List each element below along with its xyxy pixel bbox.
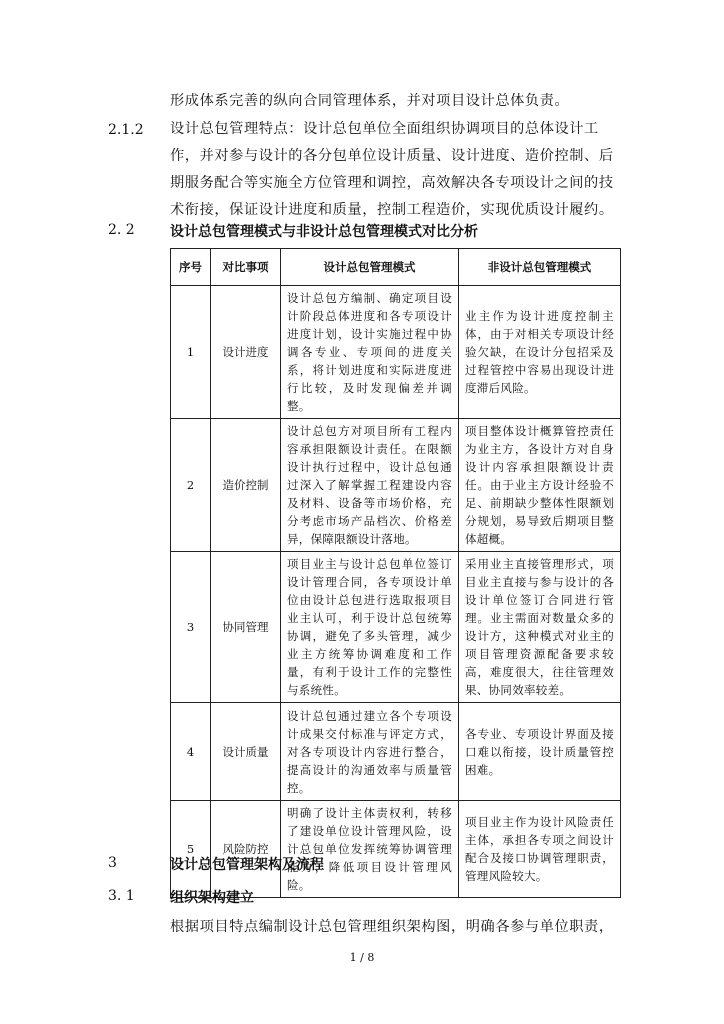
row-general-mode: 设计总包方编制、确定项目设计阶段总体进度和各专项设计进度计划，设计实施过程中协调各专业、专项间的进度关系，将计划进度和实际进度进行比较，及时发现偏差并调整。 [281, 286, 459, 419]
row-non-general-mode: 项目整体设计概算管控责任为业主方，各设计方对自身设计内容承担限额设计责任。由于业主方设计经验不足、前期缺少整体性限额划分规划，易导致后期项目整体超概。 [459, 419, 621, 552]
section-2-1-2-text: 设计总包管理特点：设计总包单位全面组织协调项目的总体设计工作，并对参与设计的各分包单位设计质量、设计进度、造价控制、后期服务配合等实施全方位管理和调控，高效解决各专项设计之间的技术衔接，保证设计进度和质量，控制工程造价，实现优质设计履约。 [170, 121, 614, 218]
table-row [171, 419, 621, 552]
row-number: 4 [171, 703, 211, 801]
row-non-general-mode: 项目业主作为设计风险责任主体，承担各专项之间设计配合及接口协调管理职责，管理风险较大。 [459, 801, 621, 898]
row-general-mode: 明确了设计主体责权利，转移了建设单位设计管理风险，设计总包单位发挥统筹协调管理能力，降低项目设计管理风险。 [281, 801, 459, 898]
closing-line: 根据项目特点编制设计总包管理组织架构图，明确各参与单位职责， [170, 919, 614, 935]
row-general-mode: 项目业主与设计总包单位签订设计管理合同，各专项设计单位由设计总包进行选取报项目业主认可，利于设计总包统筹协调，避免了多头管理，减少业主方统筹协调难度和工作量，有利于设计工作的完整性与系统性。 [281, 552, 459, 703]
row-item: 造价控制 [211, 419, 281, 552]
row-item: 设计质量 [211, 703, 281, 801]
table-header-row [171, 249, 621, 286]
page-number: 1 / 8 [349, 951, 375, 964]
header-general-mode: 设计总包管理模式 [281, 249, 459, 286]
row-non-general-mode: 业主作为设计进度控制主体，由于对相关专项设计经验欠缺，在设计分包招采及过程管控中容易出现设计进度滞后风险。 [459, 286, 621, 419]
row-number: 3 [171, 552, 211, 703]
header-non-general-mode: 非设计总包管理模式 [459, 249, 621, 286]
table-row [171, 801, 621, 898]
row-general-mode: 设计总包方对项目所有工程内容承担限额设计责任。在限额设计执行过程中，设计总包通过深入了解掌握工程建设内容及材料、设备等市场价格，充分考虑市场产品档次、价格差异，保障限额设计落地。 [281, 419, 459, 552]
comparison-table [170, 248, 621, 898]
section-number-2-1-2: 2.1.2 [108, 122, 144, 138]
row-item: 协同管理 [211, 552, 281, 703]
row-non-general-mode: 采用业主直接管理形式，项目业主直接与参与设计的各设计单位签订合同进行管理。业主需面对数量众多的设计方，这种模式对业主的项目管理资源配备要求较高，难度很大，往往管理效果、协同效率较差。 [459, 552, 621, 703]
row-number: 2 [171, 419, 211, 552]
section-number-3-1: 3. 1 [108, 888, 135, 904]
header-item: 对比事项 [211, 249, 281, 286]
section-number-2-2: 2. 2 [108, 222, 135, 238]
section-number-3: 3 [108, 855, 117, 871]
table-row [171, 703, 621, 801]
row-item: 设计进度 [211, 286, 281, 419]
section-3-1-title: 组织架构建立 [170, 890, 254, 906]
row-item: 风险防控 [211, 801, 281, 898]
section-3-title: 设计总包管理架构及流程 [170, 857, 324, 873]
intro-line: 形成体系完善的纵向合同管理体系，并对项目设计总体负责。 [170, 93, 570, 109]
row-number: 1 [171, 286, 211, 419]
table-row [171, 286, 621, 419]
section-2-2-title: 设计总包管理模式与非设计总包管理模式对比分析 [170, 224, 478, 240]
row-general-mode: 设计总包通过建立各个专项设计成果交付标准与评定方式，对各专项设计内容进行整合，提高设计的沟通效率与质量管控。 [281, 703, 459, 801]
table-row [171, 552, 621, 703]
row-non-general-mode: 各专业、专项设计界面及接口难以衔接，设计质量管控困难。 [459, 703, 621, 801]
header-no: 序号 [171, 249, 211, 286]
row-number: 5 [171, 801, 211, 898]
